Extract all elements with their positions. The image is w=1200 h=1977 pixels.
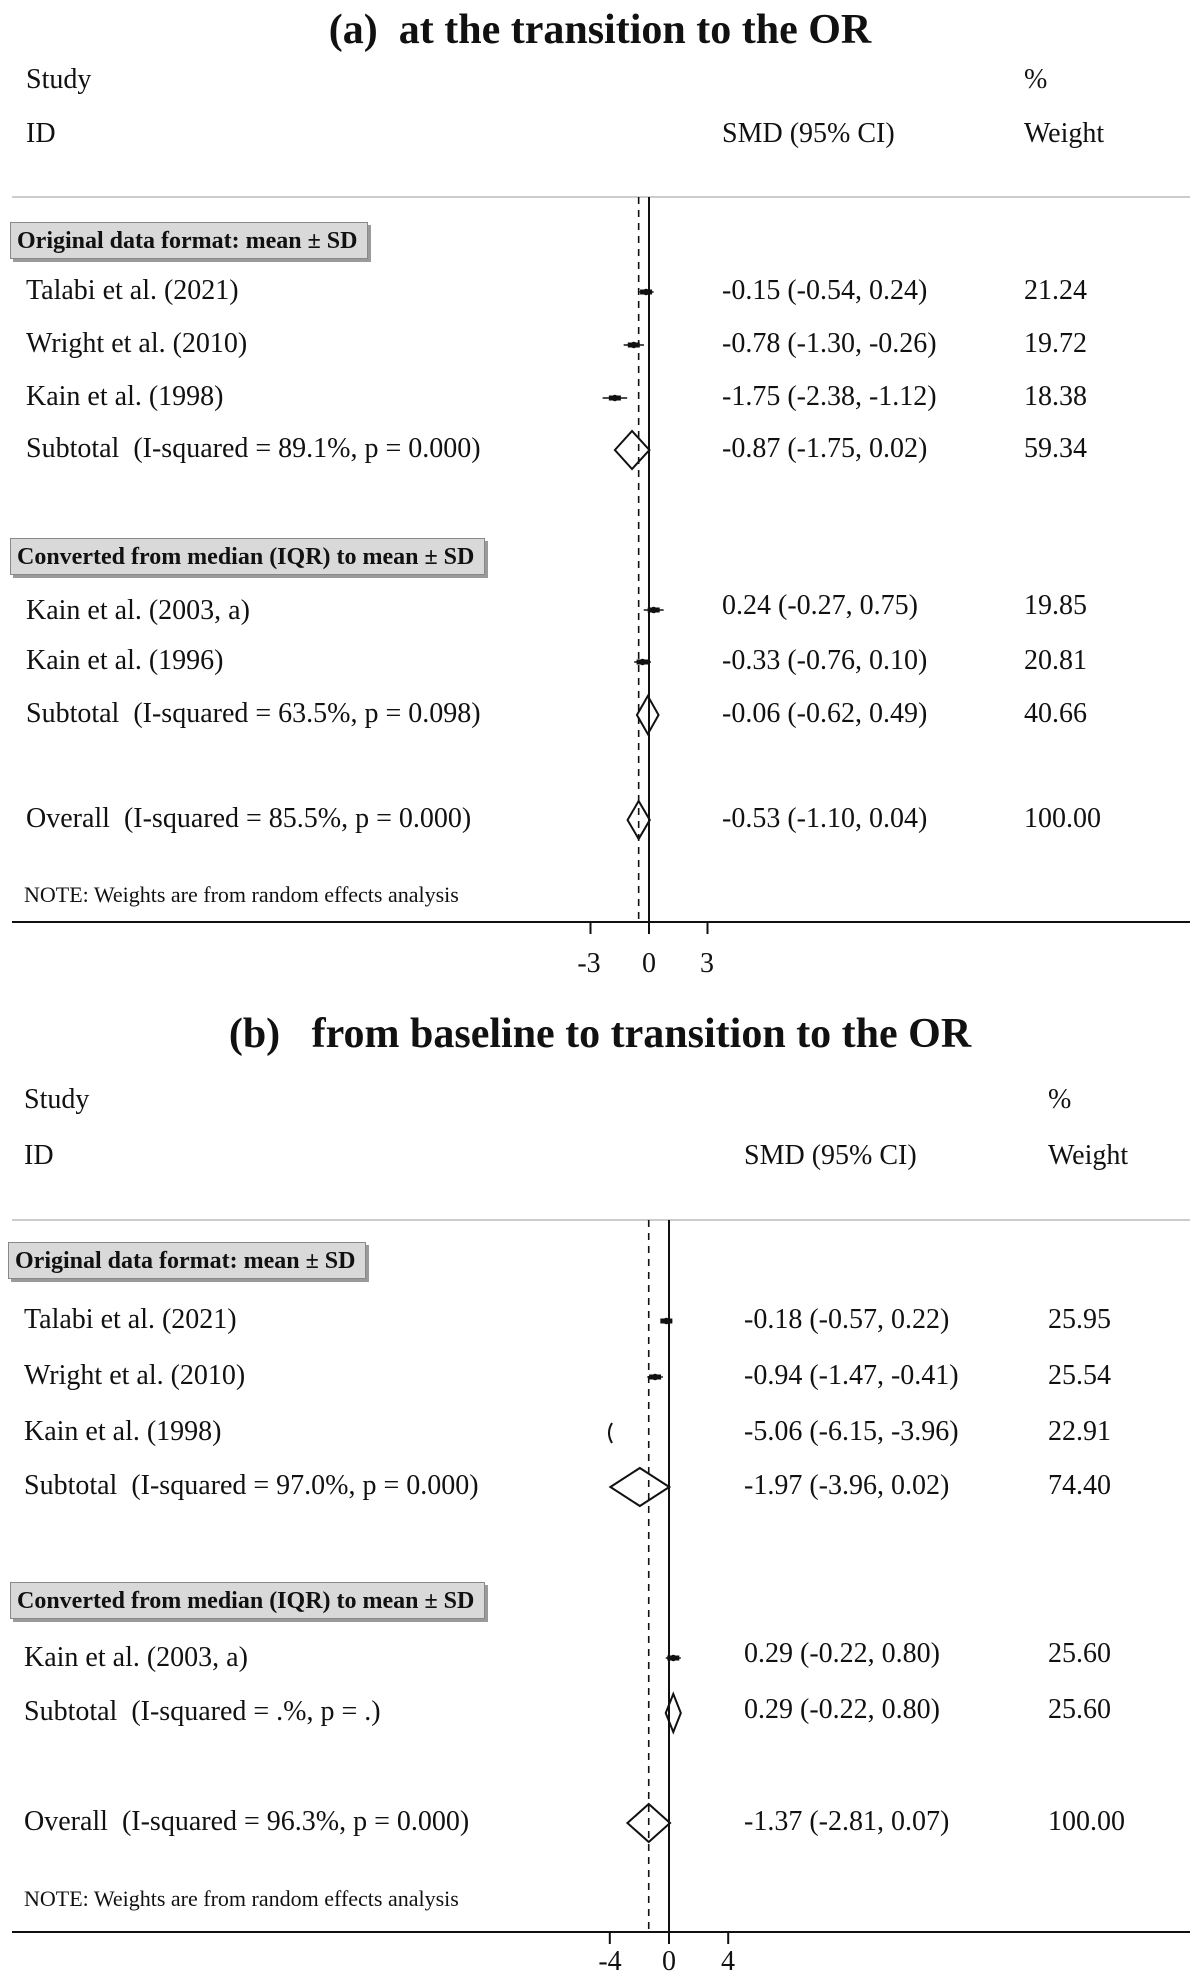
panel-a-diamond-8 — [637, 696, 659, 734]
panel-a-ci-overall: -0.53 (-1.10, 0.04) — [722, 803, 928, 834]
panel-b-row-overall: Overall (I-squared = 96.3%, p = 0.000) — [24, 1806, 470, 1837]
panel-a-xtick-pos: 3 — [700, 948, 714, 979]
panel-b-weight-kain1998: 22.91 — [1048, 1416, 1111, 1447]
panel-a-xtick-zero: 0 — [642, 948, 656, 979]
panel-a-note: NOTE: Weights are from random effects analysis — [24, 882, 459, 907]
panel-b-header-effect: SMD (95% CI) — [744, 1140, 917, 1171]
panel-a-point-7 — [639, 659, 645, 665]
panel-a-weight-overall: 100.00 — [1024, 803, 1101, 834]
panel-a-ci-kain2003a: 0.24 (-0.27, 0.75) — [722, 590, 918, 621]
panel-b-ci-talabi: -0.18 (-0.57, 0.22) — [744, 1304, 950, 1335]
panel-a-weight-kain1996: 20.81 — [1024, 645, 1087, 676]
panel-a-row-kain2003a: Kain et al. (2003, a) — [26, 595, 250, 626]
forest-panel-a — [0, 0, 1200, 985]
panel-b-ci-kain1998: -5.06 (-6.15, -3.96) — [744, 1416, 959, 1447]
panel-b-weight-subtotal2: 25.60 — [1048, 1694, 1111, 1725]
panel-b-xtick-neg: -4 — [598, 1946, 622, 1977]
panel-b-ci-subtotal2: 0.29 (-0.22, 0.80) — [744, 1694, 940, 1725]
panel-a-header-weight: Weight — [1024, 118, 1105, 149]
panel-a-weight-subtotal1: 59.34 — [1024, 433, 1087, 464]
panel-a-row-wright: Wright et al. (2010) — [26, 328, 248, 359]
panel-b-ci-wright: -0.94 (-1.47, -0.41) — [744, 1360, 959, 1391]
panel-b-weight-overall: 100.00 — [1048, 1806, 1125, 1837]
panel-a-group-converted: Converted from median (IQR) to mean ± SD — [10, 538, 485, 575]
panel-b-ci-arrow-3 — [609, 1423, 612, 1443]
panel-b-weight-wright: 25.54 — [1048, 1360, 1111, 1391]
panel-b-point-6 — [670, 1655, 676, 1661]
panel-a-ci-kain1998: -1.75 (-2.38, -1.12) — [722, 381, 937, 412]
panel-b-row-kain2003a: Kain et al. (2003, a) — [24, 1642, 248, 1673]
panel-a-row-subtotal1: Subtotal (I-squared = 89.1%, p = 0.000) — [26, 433, 481, 464]
panel-b-xtick-pos: 4 — [721, 1946, 735, 1977]
panel-a-ci-wright: -0.78 (-1.30, -0.26) — [722, 328, 937, 359]
panel-a-row-overall: Overall (I-squared = 85.5%, p = 0.000) — [26, 803, 472, 834]
panel-b-group-original: Original data format: mean ± SD — [8, 1242, 366, 1279]
panel-a-plot — [0, 0, 1200, 985]
panel-a-point-3 — [612, 395, 618, 401]
panel-a-ci-subtotal1: -0.87 (-1.75, 0.02) — [722, 433, 928, 464]
panel-a-row-talabi: Talabi et al. (2021) — [26, 275, 239, 306]
panel-a-weight-subtotal2: 40.66 — [1024, 698, 1087, 729]
panel-b-xtick-zero: 0 — [662, 1946, 676, 1977]
panel-b-point-2 — [652, 1374, 658, 1380]
panel-b-weight-kain2003a: 25.60 — [1048, 1638, 1111, 1669]
panel-a-header-effect: SMD (95% CI) — [722, 118, 895, 149]
panel-a-weight-kain1998: 18.38 — [1024, 381, 1087, 412]
panel-a-row-kain1996: Kain et al. (1996) — [26, 645, 224, 676]
panel-a-ci-subtotal2: -0.06 (-0.62, 0.49) — [722, 698, 928, 729]
panel-b-ci-kain2003a: 0.29 (-0.22, 0.80) — [744, 1638, 940, 1669]
panel-b-group-converted: Converted from median (IQR) to mean ± SD — [10, 1582, 485, 1619]
panel-b-ci-overall: -1.37 (-2.81, 0.07) — [744, 1806, 950, 1837]
panel-a-point-6 — [650, 607, 656, 613]
panel-a-point-2 — [631, 342, 637, 348]
panel-a-weight-talabi: 21.24 — [1024, 275, 1087, 306]
panel-b-header-weight: Weight — [1048, 1140, 1129, 1171]
panel-b-row-wright: Wright et al. (2010) — [24, 1360, 246, 1391]
panel-a-xtick-neg: -3 — [577, 948, 601, 979]
panel-a-ci-kain1996: -0.33 (-0.76, 0.10) — [722, 645, 928, 676]
panel-a-ci-talabi: -0.15 (-0.54, 0.24) — [722, 275, 928, 306]
panel-b-diamond-4 — [610, 1468, 669, 1506]
panel-b-row-subtotal1: Subtotal (I-squared = 97.0%, p = 0.000) — [24, 1470, 479, 1501]
panel-a-header-study: Study — [26, 64, 92, 95]
panel-b-row-talabi: Talabi et al. (2021) — [24, 1304, 237, 1335]
panel-b-ci-subtotal1: -1.97 (-3.96, 0.02) — [744, 1470, 950, 1501]
panel-a-row-kain1998: Kain et al. (1998) — [26, 381, 224, 412]
panel-b-point-1 — [663, 1318, 669, 1324]
panel-a-weight-wright: 19.72 — [1024, 328, 1087, 359]
panel-b-header-study: Study — [24, 1084, 90, 1115]
panel-a-diamond-4 — [615, 431, 650, 469]
panel-a-row-subtotal2: Subtotal (I-squared = 63.5%, p = 0.098) — [26, 698, 481, 729]
panel-b-row-kain1998: Kain et al. (1998) — [24, 1416, 222, 1447]
panel-a-title: (a) at the transition to the OR — [328, 7, 872, 53]
panel-b-title: (b) from baseline to transition to the OR — [228, 1011, 972, 1057]
panel-b-header-pct: % — [1048, 1084, 1072, 1115]
panel-a-point-1 — [643, 289, 649, 295]
panel-a-group-original: Original data format: mean ± SD — [10, 222, 368, 259]
panel-a-diamond-9 — [628, 801, 650, 839]
panel-a-weight-kain2003a: 19.85 — [1024, 590, 1087, 621]
panel-b-plot — [0, 1000, 1200, 1976]
panel-b-weight-talabi: 25.95 — [1048, 1304, 1111, 1335]
panel-b-row-subtotal2: Subtotal (I-squared = .%, p = .) — [24, 1696, 381, 1727]
panel-b-header-id: ID — [24, 1140, 54, 1171]
panel-b-note: NOTE: Weights are from random effects analysis — [24, 1886, 459, 1911]
panel-a-header-id: ID — [26, 118, 56, 149]
panel-b-weight-subtotal1: 74.40 — [1048, 1470, 1111, 1501]
forest-panel-b — [0, 1000, 1200, 1976]
panel-a-header-pct: % — [1024, 64, 1048, 95]
